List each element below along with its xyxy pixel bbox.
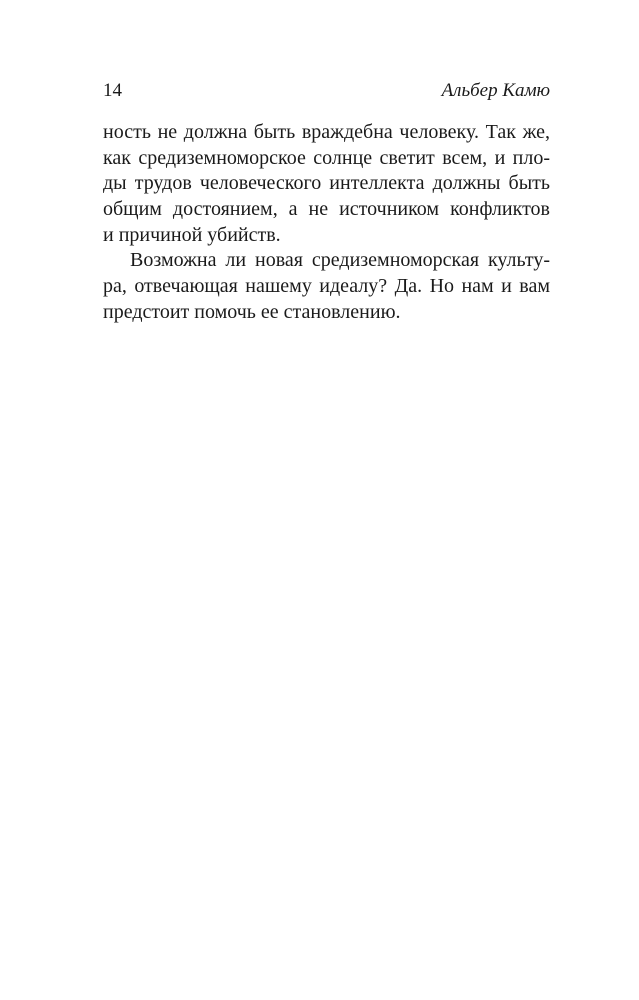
- running-head-author: Альбер Камю: [441, 80, 550, 101]
- text-line: Возможна ли новая средиземноморская культу-: [130, 249, 550, 272]
- page-number: 14: [103, 80, 122, 101]
- text-line: ность не должна быть враждебна человеку. Так же,: [103, 121, 550, 143]
- text-line: как средиземноморское солнце светит всем, и пло-: [103, 146, 550, 169]
- paragraph-2: [103, 248, 550, 325]
- text-line: общим достоянием, а не источником конфликтов: [103, 198, 550, 221]
- text-line: ды трудов человеческого интеллекта должны быть: [103, 172, 550, 195]
- text-line: ра, отвечающая нашему идеалу? Да. Но нам и вам: [103, 275, 550, 298]
- text-line: и причиной убийств.: [103, 223, 281, 246]
- page-body: [103, 120, 550, 326]
- paragraph-1: [103, 120, 550, 248]
- text-line: предстоит помочь ее становлению.: [103, 300, 401, 323]
- page-header: [103, 80, 550, 104]
